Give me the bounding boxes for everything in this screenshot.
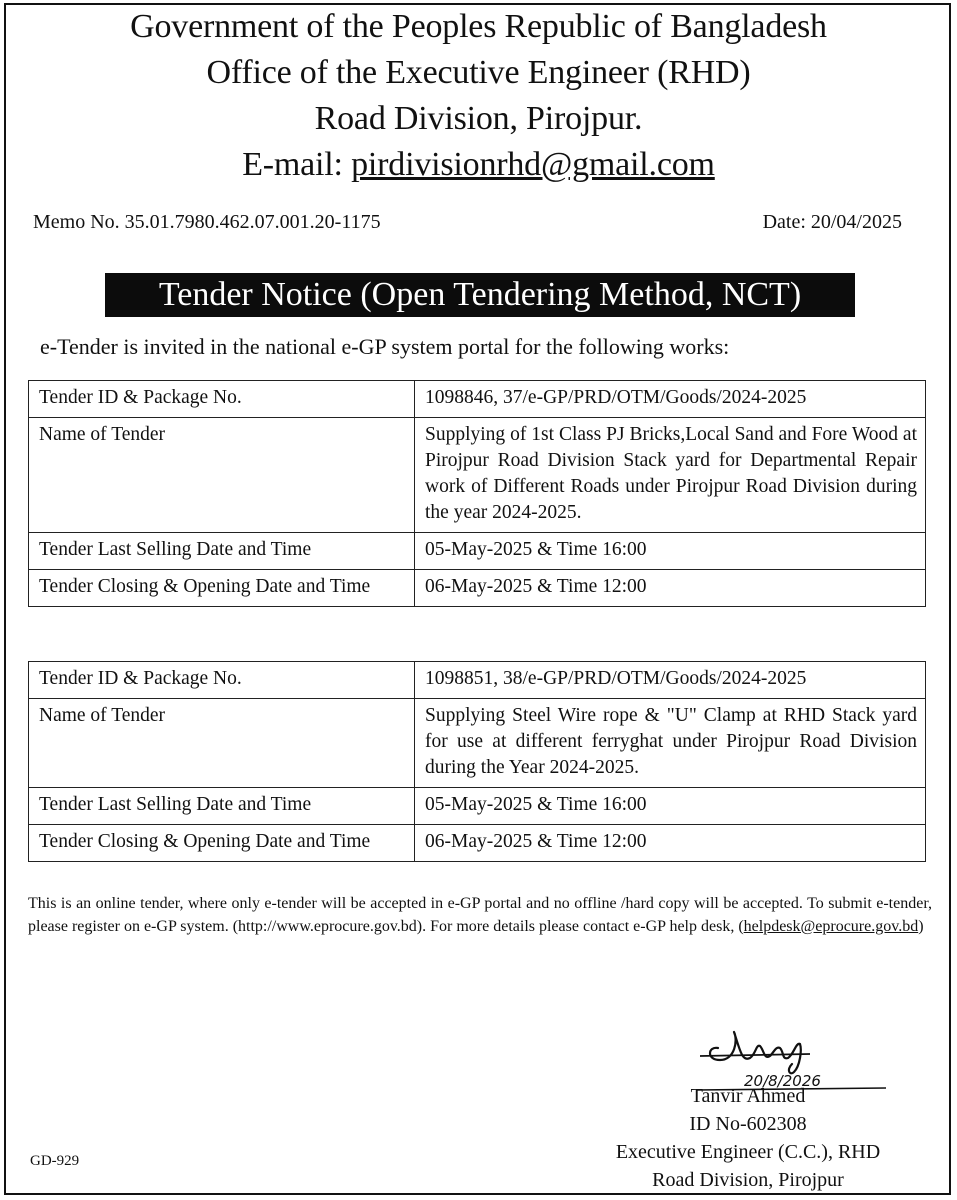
tender-id-label: Tender ID & Package No. <box>29 381 415 418</box>
tender-id-label: Tender ID & Package No. <box>29 662 415 699</box>
govt-title: Government of the Peoples Republic of Bangladesh <box>130 8 827 45</box>
tender-name-value: Supplying of 1st Class PJ Bricks,Local Sand and Fore Wood at Pirojpur Road Division Stack yard for Departmental Repair work of Different Roads under Pirojpur Road Division during the year 2024-2025. <box>415 418 926 533</box>
signatory-name: Tanvir Ahmed <box>690 1085 806 1107</box>
handwritten-date: 20/8/2026 <box>744 1072 821 1090</box>
online-tender-note <box>28 892 932 938</box>
table-row <box>29 662 926 699</box>
selling-date-label: Tender Last Selling Date and Time <box>29 533 415 570</box>
selling-date-value: 05-May-2025 & Time 16:00 <box>415 788 926 825</box>
tender-table-1 <box>28 380 926 607</box>
table-row <box>29 418 926 533</box>
tender-name-label: Name of Tender <box>29 699 415 788</box>
tender-name-label: Name of Tender <box>29 418 415 533</box>
memo-row <box>33 211 902 234</box>
table-row <box>29 699 926 788</box>
letterhead <box>0 4 957 188</box>
intro-text: e-Tender is invited in the national e-GP system portal for the following works: <box>40 334 730 359</box>
note-text: This is an online tender, where only e-tender will be accepted in e-GP portal and no offline /hard copy will be accepted. To submit e-tender, please register on e-GP system. (http://www.eprocure.gov.bd). For more details please contact e-GP help desk, <box>28 895 932 935</box>
helpdesk-close-paren: ) <box>918 918 924 935</box>
memo-number: Memo No. 35.01.7980.462.07.001.20-1175 <box>33 211 381 233</box>
closing-date-value: 06-May-2025 & Time 12:00 <box>415 825 926 862</box>
signatory-title: Executive Engineer (C.C.), RHD <box>615 1141 881 1163</box>
signatory-id: ID No-602308 <box>689 1113 807 1135</box>
table-row <box>29 381 926 418</box>
memo-date: Date: 20/04/2025 <box>762 211 902 233</box>
closing-date-label: Tender Closing & Opening Date and Time <box>29 825 415 862</box>
closing-date-value: 06-May-2025 & Time 12:00 <box>415 570 926 607</box>
closing-date-label: Tender Closing & Opening Date and Time <box>29 570 415 607</box>
tender-name-value: Supplying Steel Wire rope & "U" Clamp at RHD Stack yard for use at different ferryghat under Pirojpur Road Division during the Year 2024-2025. <box>415 699 926 788</box>
notice-banner: Tender Notice (Open Tendering Method, NCT) <box>105 273 855 317</box>
selling-date-value: 05-May-2025 & Time 16:00 <box>415 533 926 570</box>
helpdesk-open-paren: ( <box>738 918 744 935</box>
signatory-office: Road Division, Pirojpur <box>652 1169 844 1191</box>
table-row <box>29 533 926 570</box>
email-link[interactable]: pirdivisionrhd@gmail.com <box>351 146 715 183</box>
table-row <box>29 825 926 862</box>
tender-id-value: 1098846, 37/e-GP/PRD/OTM/Goods/2024-2025 <box>415 381 926 418</box>
footer-code: GD-929 <box>30 1153 80 1169</box>
division-title: Road Division, Pirojpur. <box>314 100 643 137</box>
tender-table-2 <box>28 661 926 862</box>
table-row <box>29 570 926 607</box>
tender-id-value: 1098851, 38/e-GP/PRD/OTM/Goods/2024-2025 <box>415 662 926 699</box>
email-line <box>0 142 957 188</box>
office-title: Office of the Executive Engineer (RHD) <box>206 54 751 91</box>
email-label: E-mail: <box>242 146 343 183</box>
helpdesk-email-link[interactable]: helpdesk@eprocure.gov.bd <box>743 918 919 935</box>
table-row <box>29 788 926 825</box>
signatory-block <box>598 1082 898 1194</box>
selling-date-label: Tender Last Selling Date and Time <box>29 788 415 825</box>
